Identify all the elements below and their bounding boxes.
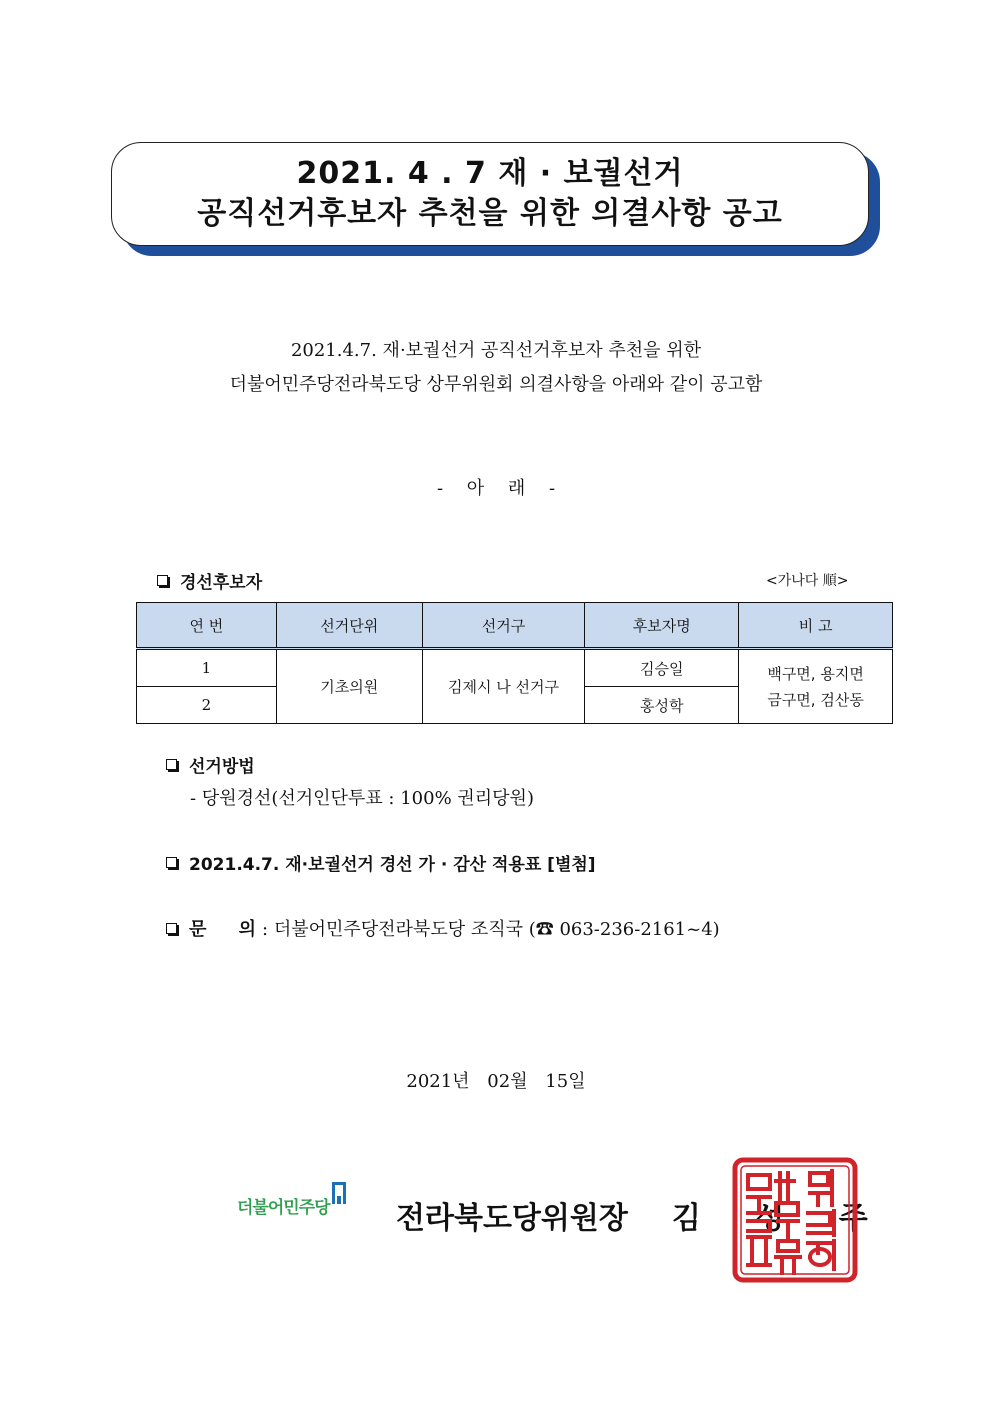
- candidates-heading: [157, 568, 262, 593]
- inquiry-heading: [166, 915, 720, 941]
- candidate-name: 김승일: [585, 649, 739, 687]
- header-name: 후보자명: [585, 603, 739, 649]
- attachment-heading: [166, 850, 596, 875]
- note-cell: [739, 649, 893, 724]
- party-logo: [237, 1182, 346, 1218]
- method-body: - 당원경선(선거인단투표 : 100% 권리당원): [190, 788, 534, 809]
- row-no: 2: [137, 687, 277, 724]
- table-row: [137, 649, 893, 687]
- inquiry-label: 문 의: [189, 919, 257, 940]
- checkbox-square-icon: [166, 923, 177, 934]
- note-line-2: 금구면, 검산동: [767, 690, 864, 709]
- header-unit: 선거단위: [276, 603, 422, 649]
- candidate-name: 홍성학: [585, 687, 739, 724]
- title-line-1: 2021. 4 . 7 재 · 보궐선거: [296, 156, 684, 191]
- method-heading: [166, 752, 255, 777]
- election-unit-cell: 기초의원: [276, 649, 422, 724]
- header-no: 연 번: [137, 603, 277, 649]
- signer-name: 김 성 주: [671, 1201, 890, 1236]
- checkbox-square-icon: [166, 759, 177, 770]
- inquiry-body: : 더불어민주당전라북도당 조직국 (☎ 063-236-2161~4): [262, 919, 720, 940]
- notice-date: 2021년 02월 15일: [406, 1071, 586, 1092]
- attachment-heading-text: 2021.4.7. 재·보궐선거 경선 가 · 감산 적용표 [별첨]: [189, 855, 596, 875]
- intro-line-1: 2021.4.7. 재·보궐선거 공직선거후보자 추천을 위한: [290, 340, 702, 361]
- party-logo-mark-icon: [332, 1182, 346, 1204]
- header-note: 비 고: [739, 603, 893, 649]
- order-note: <가나다 順>: [766, 573, 849, 589]
- intro-line-2: 더불어민주당전라북도당 상무위원회 의결사항을 아래와 같이 공고함: [229, 374, 763, 395]
- table-header-row: [137, 603, 893, 649]
- checkbox-square-icon: [166, 857, 177, 868]
- party-logo-text: 더불어민주당: [237, 1198, 330, 1218]
- below-marker: - 아 래 -: [436, 478, 556, 499]
- note-line-1: 백구면, 용지면: [767, 664, 864, 683]
- method-heading-text: 선거방법: [189, 757, 255, 777]
- intro-text: [0, 334, 992, 402]
- title-line-2: 공직선거후보자 추천을 위한 의결사항 공고: [197, 196, 783, 231]
- checkbox-square-icon: [157, 575, 168, 586]
- signer-title: 전라북도당위원장: [396, 1201, 628, 1236]
- title-box: [111, 142, 869, 246]
- candidates-table: [136, 602, 893, 724]
- district-cell: 김제시 나 선거구: [422, 649, 585, 724]
- candidates-heading-text: 경선후보자: [180, 573, 263, 593]
- header-district: 선거구: [422, 603, 585, 649]
- official-seal-icon: [732, 1157, 858, 1283]
- row-no: 1: [137, 649, 277, 687]
